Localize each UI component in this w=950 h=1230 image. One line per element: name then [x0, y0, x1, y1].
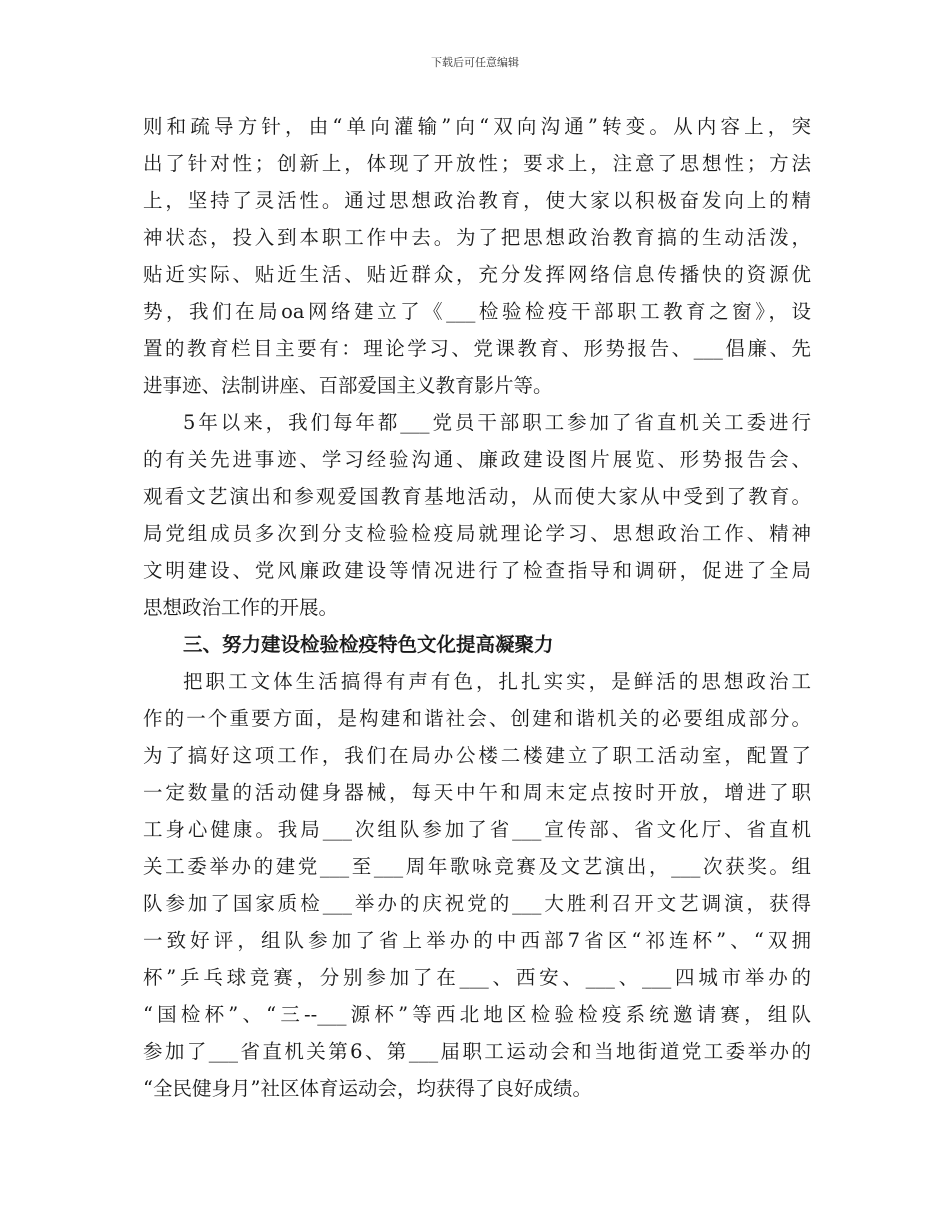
text-line: 文明建设、党风廉政建设等情况进行了检查指导和调研，促进了全局 — [143, 559, 811, 582]
text-line: 局党组成员多次到分支检验检疫局就理论学习、思想政治工作、精神 — [143, 522, 811, 545]
text-line: “全民健身月”社区体育运动会，均获得了良好成绩。 — [143, 1077, 592, 1100]
text-line: 一定数量的活动健身器械，每天中午和周末定点按时开放，增进了职 — [143, 781, 811, 804]
text-line: 势，我们在局oa网络建立了《___检验检疫干部职工教育之窗》，设 — [143, 300, 811, 323]
text-line: 关工委举办的建党___至___周年歌咏竞赛及文艺演出，___次获奖。组 — [143, 855, 811, 878]
paragraph — [143, 404, 811, 626]
section-heading: 三、努力建设检验检疫特色文化提高凝聚力 — [183, 633, 554, 656]
text-line: 进事迹、法制讲座、百部爱国主义教育影片等。 — [143, 374, 553, 397]
paragraph — [143, 663, 811, 1107]
text-line: 出了针对性；创新上，体现了开放性；要求上，注意了思想性；方法 — [143, 152, 811, 175]
text-line: 则和疏导方针，由“单向灌输”向“双向沟通”转变。从内容上，突 — [143, 115, 811, 138]
text-line: 贴近实际、贴近生活、贴近群众，充分发挥网络信息传播快的资源优 — [143, 263, 811, 286]
page-header: 下载后可任意编辑 — [431, 56, 519, 69]
text-line: 观看文艺演出和参观爱国教育基地活动，从而使大家从中受到了教育。 — [143, 485, 811, 508]
text-line: 置的教育栏目主要有：理论学习、党课教育、形势报告、___倡廉、先 — [143, 337, 811, 360]
text-line: 工身心健康。我局___次组队参加了省___宣传部、省文化厅、省直机 — [143, 818, 811, 841]
text-line: 队参加了国家质检___举办的庆祝党的___大胜利召开文艺调演，获得 — [143, 892, 811, 915]
text-line: “国检杯”、“三--___源杯”等西北地区检验检疫系统邀请赛，组队 — [143, 1003, 811, 1026]
text-line: 的有关先进事迹、学习经验沟通、廉政建设图片展览、形势报告会、 — [143, 448, 811, 471]
text-line: 5年以来，我们每年都___党员干部职工参加了省直机关工委进行 — [183, 411, 811, 434]
text-line: 参加了___省直机关第6、第___届职工运动会和当地街道党工委举办的 — [143, 1040, 811, 1063]
text-line: 思想政治工作的开展。 — [143, 596, 339, 619]
text-line: 杯”乒乓球竞赛，分别参加了在___、西安、___、___四城市举办的 — [143, 966, 811, 989]
text-line: 作的一个重要方面，是构建和谐社会、创建和谐机关的必要组成部分。 — [143, 707, 811, 730]
paragraph — [143, 108, 811, 404]
document-body — [143, 108, 811, 1107]
text-line: 神状态，投入到本职工作中去。为了把思想政治教育搞的生动活泼， — [143, 226, 811, 249]
text-line: 把职工文体生活搞得有声有色，扎扎实实，是鲜活的思想政治工 — [183, 670, 811, 693]
text-line: 上，坚持了灵活性。通过思想政治教育，使大家以积极奋发向上的精 — [143, 189, 811, 212]
text-line: 一致好评，组队参加了省上举办的中西部7省区“祁连杯”、“双拥 — [143, 929, 811, 952]
text-line: 为了搞好这项工作，我们在局办公楼二楼建立了职工活动室，配置了 — [143, 744, 811, 767]
